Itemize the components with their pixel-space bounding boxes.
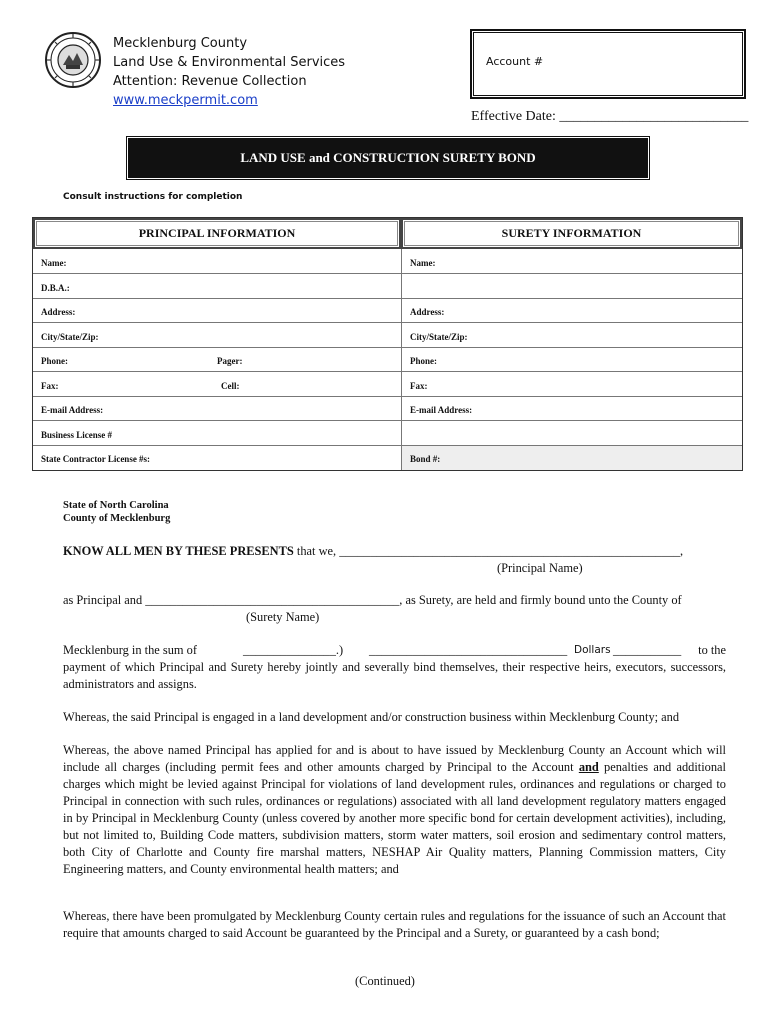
surety-name-blank[interactable]: as Principal and _________________________________________, as Surety, are held and firmly bound unto the County of (63, 593, 682, 607)
bond-number-field[interactable]: Bond #: (410, 454, 441, 464)
info-table (32, 217, 743, 471)
principal-pager-field[interactable]: Pager: (217, 356, 243, 366)
know-all-men-line (63, 544, 683, 559)
effective-date-field[interactable]: Effective Date: ___________________________ (471, 109, 749, 124)
surety-fax-field[interactable]: Fax: (410, 381, 428, 391)
org-name: Mecklenburg County (113, 36, 248, 51)
jurisdiction-block (63, 499, 170, 525)
document-title: LAND USE and CONSTRUCTION SURETY BOND (240, 150, 536, 165)
website-link[interactable]: www.meckpermit.com (113, 93, 258, 108)
sum-words-blank[interactable]: ________________________________ (369, 643, 568, 657)
bond-cell-shade (402, 446, 742, 470)
surety-email-field[interactable]: E-mail Address: (410, 405, 473, 415)
whereas-paragraph-2 (63, 742, 726, 878)
org-department: Land Use & Environmental Services (113, 55, 346, 70)
sum-continuation: payment of which Principal and Surety hereby jointly and severally bind themselves, their respective heirs, executors, successors, administrators and assigns. (63, 660, 726, 691)
account-box[interactable] (470, 29, 746, 99)
principal-phone-field[interactable]: Phone: (41, 356, 68, 366)
surety-phone-field[interactable]: Phone: (410, 356, 437, 366)
account-label: Account # (486, 55, 544, 68)
county-seal-logo (44, 31, 102, 89)
principal-name-caption: (Principal Name) (497, 561, 583, 575)
business-license-field[interactable]: Business License # (41, 430, 113, 440)
know-all-men-heading: KNOW ALL MEN BY THESE PRESENTS (63, 544, 294, 558)
principal-dba-field[interactable]: D.B.A.: (41, 283, 70, 293)
surety-info-header: SURETY INFORMATION (401, 218, 742, 249)
sum-label: Mecklenburg in the sum of (63, 643, 197, 657)
state-contractor-license-field[interactable]: State Contractor License #s: (41, 454, 151, 464)
row-divider (33, 273, 742, 274)
org-header (113, 34, 345, 110)
continued-note: (Continued) (355, 974, 415, 988)
principal-name-blank[interactable]: that we, _______________________________________________________, (293, 544, 684, 558)
sum-line (63, 643, 726, 658)
row-divider (33, 347, 742, 348)
state-line: State of North Carolina (63, 500, 169, 511)
sum-amount-blank[interactable]: _______________.) (243, 643, 344, 657)
principal-email-field[interactable]: E-mail Address: (41, 405, 104, 415)
row-divider (33, 322, 742, 323)
principal-fax-field[interactable]: Fax: (41, 381, 59, 391)
surety-name-field[interactable]: Name: (410, 258, 436, 268)
consult-note: Consult instructions for completion (63, 192, 243, 202)
whereas-paragraph-3: Whereas, there have been promulgated by Mecklenburg County certain rules and regulations for the issuance of such an Account that require that amounts charged to said Account be guaranteed by the Principal and a Surety, or guaranteed by a cash bond; (63, 909, 726, 940)
row-divider (33, 298, 742, 299)
org-attention: Attention: Revenue Collection (113, 74, 307, 89)
surety-name-caption: (Surety Name) (246, 610, 320, 624)
column-divider (401, 249, 402, 470)
surety-address-field[interactable]: Address: (410, 307, 445, 317)
sum-trailing-blank[interactable]: ___________ (613, 643, 682, 657)
whereas-paragraph-1: Whereas, the said Principal is engaged in a land development and/or construction business within Mecklenburg County; and (63, 710, 680, 724)
principal-cell-field[interactable]: Cell: (221, 381, 240, 391)
principal-city-field[interactable]: City/State/Zip: (41, 332, 99, 342)
row-divider (33, 371, 742, 372)
row-divider (33, 420, 742, 421)
sum-to-label: to the (698, 643, 726, 657)
principal-info-header: PRINCIPAL INFORMATION (33, 218, 401, 249)
dollars-label: Dollars (574, 644, 611, 656)
row-divider (33, 396, 742, 397)
principal-address-field[interactable]: Address: (41, 307, 76, 317)
whereas-2-part-b: penalties and additional charges which might be levied against Principal for violations of land development rules, ordinances and regulations or charged to Principal in connection with such rules, ordinances or regulations) associated with all land development regulatory matters engaged in by Principal in Mecklenburg County (unless covered by another more specific bond for certain development activities), including, but not limited to, Building Code matters, subdivision matters, storm water matters, soil erosion and sedimentary control matters, both City of Charlotte and County fire marshal matters, NESHAP Air Quality matters, Planning Commission matters, City Engineering matters, and County environmental health matters; and (63, 760, 726, 876)
title-banner (128, 138, 648, 178)
and-emphasis: and (578, 760, 599, 774)
principal-name-field[interactable]: Name: (41, 258, 67, 268)
county-line: County of Mecklenburg (63, 513, 171, 524)
whereas-2-part-a: Whereas, the above named Principal has applied for and is about to have issued by Mecklenburg County an Account which will include all charges (including permit fees and other amounts charged by Principal to the Account (63, 743, 726, 774)
surety-city-field[interactable]: City/State/Zip: (410, 332, 468, 342)
